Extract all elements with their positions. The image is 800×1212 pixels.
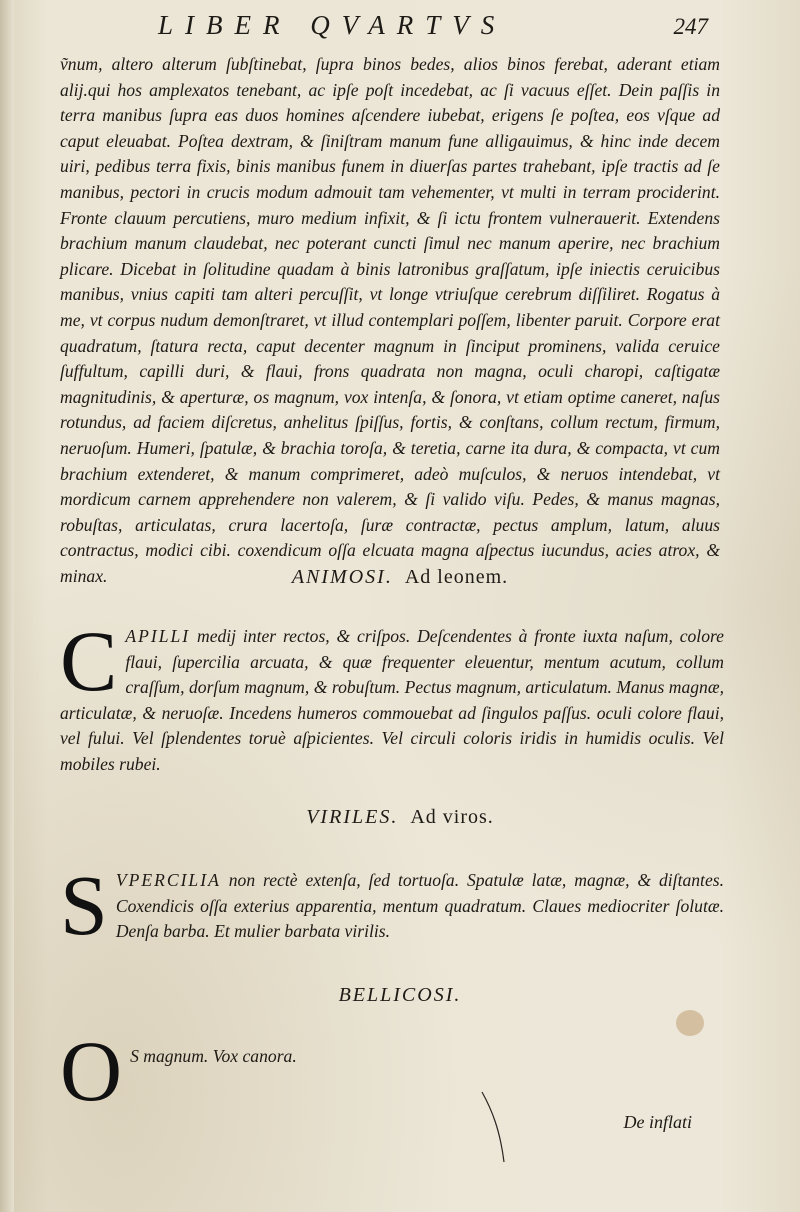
section-heading-subtitle: Ad leonem. bbox=[404, 566, 509, 588]
section-text bbox=[60, 1034, 724, 1070]
section-animosi bbox=[60, 613, 724, 778]
section-heading-subtitle: Ad viros. bbox=[410, 806, 494, 828]
body-paragraph: ṽnum, altero alterum ſubſtinebat, ſupra binos bedes, alios binos ferebat, aderant etiam alij.qui hos amplexatos tenebant, ac ipſe poſt incedebat, ac ſi vacuus eſſet. Dein paſſis in terra manibus ſupra eas duos homines aſcendere iubebat, erigens ſe poſtea, eos vſque ad caput eleuabat. Poſtea dextram, & ſiniſtram manum fune alligauimus, & hinc inde decem uiri, pedibus terra fixis, binis manibus funem in diuerſas partes trahebant, ipſe tractis ad ſe manibus, pectori in crucis modum admouit tam vehementer, vt multi in terram prociderint. Fronte clauum percutiens, muro medium infixit, & ſi ictu frontem vulnerauerit. Extendens brachium manum claudebat, nec poterant cuncti ſimul nec manum aperire, nec brachium plicare. Dicebat in ſolitudine quadam à binis latronibus graſſatum, ipſe iniectis ceruicibus manibus, vnius capiti tam alteri percuſſit, vt longe vtriuſque cerebrum diſſiliret. Rogatus à me, vt corpus nudum demonſtraret, vt illud contemplari poſſem, libenter paruit. Corpore erat quadratum, ſtatura recta, caput decenter magnum in ſinciput prominens, valida ceruice ſuffultum, capilli duri, & flaui, frons quadrata non magna, oculi charopi, caſtigatæ magnitudinis, & aperturæ, os magnum, vox intenſa, & ſonora, vt etiam optime caneret, naſus rotundus, ad faciem diſcretus, anhelitus ſpiſſus, fortis, & conſtans, collum rectum, firmum, neruoſum. Humeri, ſpatulæ, & brachia toroſa, & teretia, carne ita dura, & compacta, vt cum brachium extenderet, & manum comprimeret, adeò muſculos, & neruos intendebat, vt mordicum carnem apprehendere non valerem, & ſi valido viſu. Pedes, & manus magnas, robuſtas, articulatas, crura lacertoſa, ſuræ contractæ, pectus amplum, latum, aluus contractus, modici cibi. coxendicum oſſa elcuata magna aſpectus iucundus, acies atrox, & minax. bbox=[60, 54, 720, 586]
lead-word: VPERCILIA bbox=[115, 870, 221, 890]
section-heading-animosi bbox=[0, 566, 800, 589]
section-text bbox=[60, 613, 724, 778]
drop-cap: S bbox=[60, 857, 108, 953]
drop-cap: C bbox=[60, 613, 118, 709]
section-heading-viriles bbox=[0, 806, 800, 829]
section-heading-title: BELLICOSI. bbox=[338, 984, 462, 1006]
section-bellicosi bbox=[60, 1023, 724, 1119]
lead-word: APILLI bbox=[125, 626, 191, 646]
drop-cap: O bbox=[60, 1023, 123, 1119]
section-body: non rectè extenſa, ſed tortuoſa. Spatulæ latæ, magnæ, & diſtantes. Coxendicis oſſa exterius apparentia, mentum quadratum. Claues mediocriter ſolutæ. Denſa barba. Et mulier barbata virilis. bbox=[115, 870, 724, 942]
pen-stroke-mark bbox=[480, 1090, 520, 1170]
page-gutter bbox=[0, 0, 14, 1212]
section-text bbox=[60, 857, 724, 953]
catchword: De inflati bbox=[623, 1112, 692, 1132]
page-number: 247 bbox=[673, 14, 708, 39]
section-heading-title: VIRILES. bbox=[306, 806, 399, 828]
section-heading-title: ANIMOSI. bbox=[291, 566, 393, 588]
running-head: LIBER QVARTVS bbox=[158, 10, 507, 40]
section-body: S magnum. Vox canora. bbox=[130, 1046, 297, 1066]
section-viriles bbox=[60, 857, 724, 953]
section-body: medij inter rectos, & criſpos. Deſcendentes à fronte iuxta naſum, colore flaui, ſupercilia arcuata, & quæ frequenter eleuentur, mentum acutum, collum craſſum, dorſum magnum, & robuſtum. Pectus magnum, articulatum. Manus magnæ, articulatæ, & neruoſæ. Incedens humeros commouebat ad ſingulos paſſus. oculi colore flaui, vel fului. Vel ſplendentes toruè aſpicientes. Vel circuli coloris iridis in humidis oculis. Vel mobiles rubei. bbox=[60, 626, 724, 774]
section-heading-bellicosi bbox=[0, 984, 800, 1007]
paper-stain bbox=[676, 1010, 704, 1036]
